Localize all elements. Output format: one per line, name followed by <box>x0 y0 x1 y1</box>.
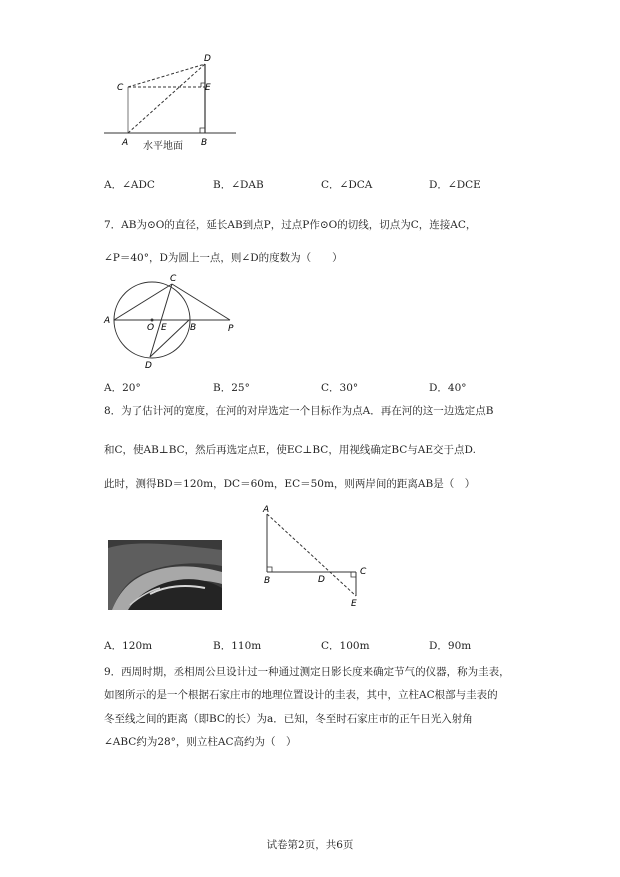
q8-option-a[interactable]: A．120m <box>104 640 153 652</box>
q9-text-line4: ∠ABC约为28°，则立柱AC高约为（ ） <box>104 736 297 748</box>
q9-text-line2: 如图所示的是一个根据石家庄市的地理位置设计的圭表，其中，立柱AC根部与圭表的 <box>104 689 498 701</box>
fig8-label-C: C <box>360 567 367 577</box>
q6-option-a[interactable]: A．∠ADC <box>104 179 155 191</box>
fig6-ground-label: 水平地面 <box>143 141 183 152</box>
q7-text-line2: ∠P＝40°，D为圆上一点，则∠D的度数为（ ） <box>104 252 343 264</box>
fig6-label-D: D <box>204 54 211 64</box>
fig7-label-O: O <box>147 323 155 333</box>
q8-option-b[interactable]: B．110m <box>213 640 262 652</box>
fig7-label-E: E <box>161 323 167 333</box>
q8-option-c[interactable]: C．100m <box>321 640 370 652</box>
fig6-label-A: A <box>122 138 129 148</box>
fig6-label-C: C <box>117 83 124 93</box>
fig7-label-A: A <box>104 316 111 326</box>
fig7-label-D: D <box>145 361 152 371</box>
page-footer: 试卷第2页，共6页 <box>266 839 354 851</box>
q7-option-c[interactable]: C．30° <box>321 382 359 394</box>
q6-option-d[interactable]: D．∠DCE <box>429 179 481 191</box>
fig8-label-D: D <box>318 575 325 585</box>
q8-text-line2: 和C，使AB⊥BC，然后再选定点E，使EC⊥BC，用视线确定BC与AE交于点D. <box>104 444 476 456</box>
q8-text-line1: 8．为了估计河的宽度，在河的对岸选定一个目标作为点A．再在河的这一边选定点B <box>104 405 494 417</box>
q9-text-line3: 冬至线之间的距离（即BC的长）为a．已知，冬至时石家庄市的正午日光入射角 <box>104 713 473 725</box>
fig8-label-A: A <box>263 505 270 515</box>
q7-text-line1: 7．AB为⊙O的直径，延长AB到点P，过点P作⊙O的切线，切点为C，连接AC， <box>104 219 477 231</box>
q8-option-d[interactable]: D．90m <box>429 640 472 652</box>
fig8-label-E: E <box>351 599 357 609</box>
q6-option-b[interactable]: B．∠DAB <box>213 179 264 191</box>
fig8-label-B: B <box>264 576 271 586</box>
fig6-label-B: B <box>201 138 208 148</box>
fig7-label-C: C <box>170 274 177 284</box>
fig7-label-P: P <box>228 324 234 334</box>
q8-text-line3: 此时，测得BD＝120m，DC＝60m，EC＝50m，则两岸间的距离AB是（ ） <box>104 478 476 490</box>
fig7-label-B: B <box>190 323 197 333</box>
q6-option-c[interactable]: C．∠DCA <box>321 179 373 191</box>
q7-option-d[interactable]: D．40° <box>429 382 467 394</box>
q7-option-a[interactable]: A．20° <box>104 382 141 394</box>
q9-text-line1: 9．西周时期，丞相周公旦设计过一种通过测定日影长度来确定节气的仪器，称为圭表， <box>104 666 510 678</box>
q7-option-b[interactable]: B．25° <box>213 382 250 394</box>
fig6-label-E: E <box>205 83 211 93</box>
